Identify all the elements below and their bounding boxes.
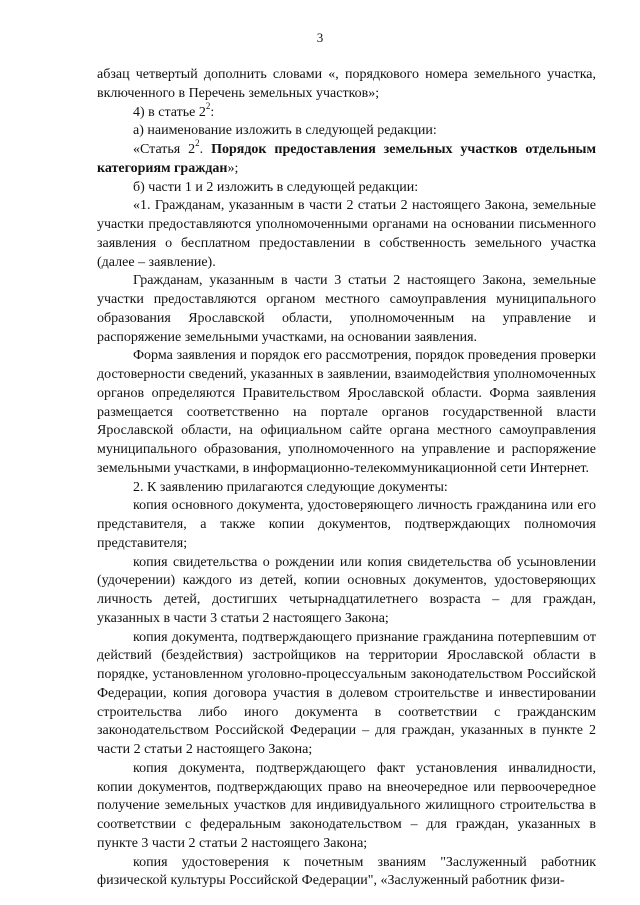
paragraph-p5 [97, 179, 596, 198]
text-segment: «1. Гражданам, указанным в части 2 статьи 2 настоящего Закона, земельные участки предоставляются уполномоченными органами на основании письменного заявления о бесплатном предоставлении в собственность земельного участка (далее – заявление). [97, 198, 596, 270]
paragraph-p6 [97, 197, 596, 272]
bold-text: Порядок предоставления земельных участков отдельным категориям граждан [97, 142, 597, 176]
text-segment: »; [227, 160, 239, 176]
text-segment: абзац четвертый дополнить словами «, порядкового номера земельного участка, включенного в Перечень земельных участков»; [97, 67, 596, 101]
text-segment: «Статья 2 [133, 142, 196, 157]
document-body [97, 66, 596, 891]
page-number: 3 [316, 30, 324, 45]
paragraph-p9 [97, 479, 596, 498]
text-segment: Форма заявления и порядок его рассмотрения, порядок проведения проверки достоверности сведений, указанных в заявлении, взаимодействия уполномоченных органов определяются Правительством Ярославской области. Форма заявления размещается соответственно на портале органов государственной власти Ярославской области, на официальном сайте органа местного самоуправления муниципального образования, уполномоченного на управление и распоряжение земельными участками, в информационно-телекоммуникационной сети Интернет. [97, 348, 596, 476]
text-segment: . [199, 142, 212, 157]
text-segment: копия удостоверения к почетным званиям "Заслуженный работник физической культуры Российской Федерации", «Заслуженный работник физи- [97, 854, 596, 889]
text-segment: копия документа, подтверждающего признание гражданина потерпевшим от действий (бездействия) застройщиков на территории Ярославской области в порядке, установленном уголовно-процессуальным законодательством Российской Федерации, копия договора участия в долевом строительстве и инвестировании строительства либо иного документа в соответствии с гражданским законодательством Российской Федерации – для граждан, указанных в пункте 2 части 2 статьи 2 настоящего Закона; [97, 629, 596, 757]
text-segment: б) части 1 и 2 изложить в следующей редакции: [133, 179, 419, 195]
paragraph-p13 [97, 760, 596, 854]
paragraph-p3 [97, 122, 596, 141]
superscript: 2 [195, 138, 200, 149]
text-segment: 4) в статье 2 [133, 104, 206, 120]
paragraph-p1 [97, 66, 596, 104]
text-segment: а) наименование изложить в следующей редакции: [133, 123, 437, 139]
paragraph-p4 [97, 138, 597, 179]
text-segment: : [210, 104, 215, 120]
paragraph-p10 [97, 497, 596, 553]
superscript: 2 [205, 100, 211, 111]
paragraph-p12 [97, 629, 596, 760]
text-segment: копия основного документа, удостоверяющего личность гражданина или его представителя, а также копии документов, подтверждающих полномочия представителя; [97, 498, 596, 551]
text-segment: Гражданам, указанным в части 3 статьи 2 настоящего Закона, земельные участки предоставляются органом местного самоуправления муниципального образования Ярославской области, уполномоченным на управление и распоряжение земельными участками, на основании заявления. [97, 273, 596, 345]
text-segment: копия документа, подтверждающего факт установления инвалидности, копии документов, подтверждающих право на внеочередное или первоочередное получение земельных участков для индивидуального жилищного строительства в соответствии с федеральным законодательством – для граждан, указанных в пункте 3 части 2 статьи 2 настоящего Закона; [97, 760, 596, 851]
paragraph-p11 [97, 554, 596, 629]
paragraph-p2 [97, 100, 596, 123]
text-segment: копия свидетельства о рождении или копия свидетельства об усыновлении (удочерении) каждого из детей, копии основных документов, удостоверяющих личность детей, достигших четырнадцатилетнего возраста – для граждан, указанных в части 3 статьи 2 настоящего Закона; [97, 554, 596, 626]
paragraph-p8 [97, 347, 596, 478]
text-segment: 2. К заявлению прилагаются следующие документы: [133, 479, 448, 495]
paragraph-p14 [97, 854, 596, 892]
paragraph-p7 [97, 272, 596, 347]
